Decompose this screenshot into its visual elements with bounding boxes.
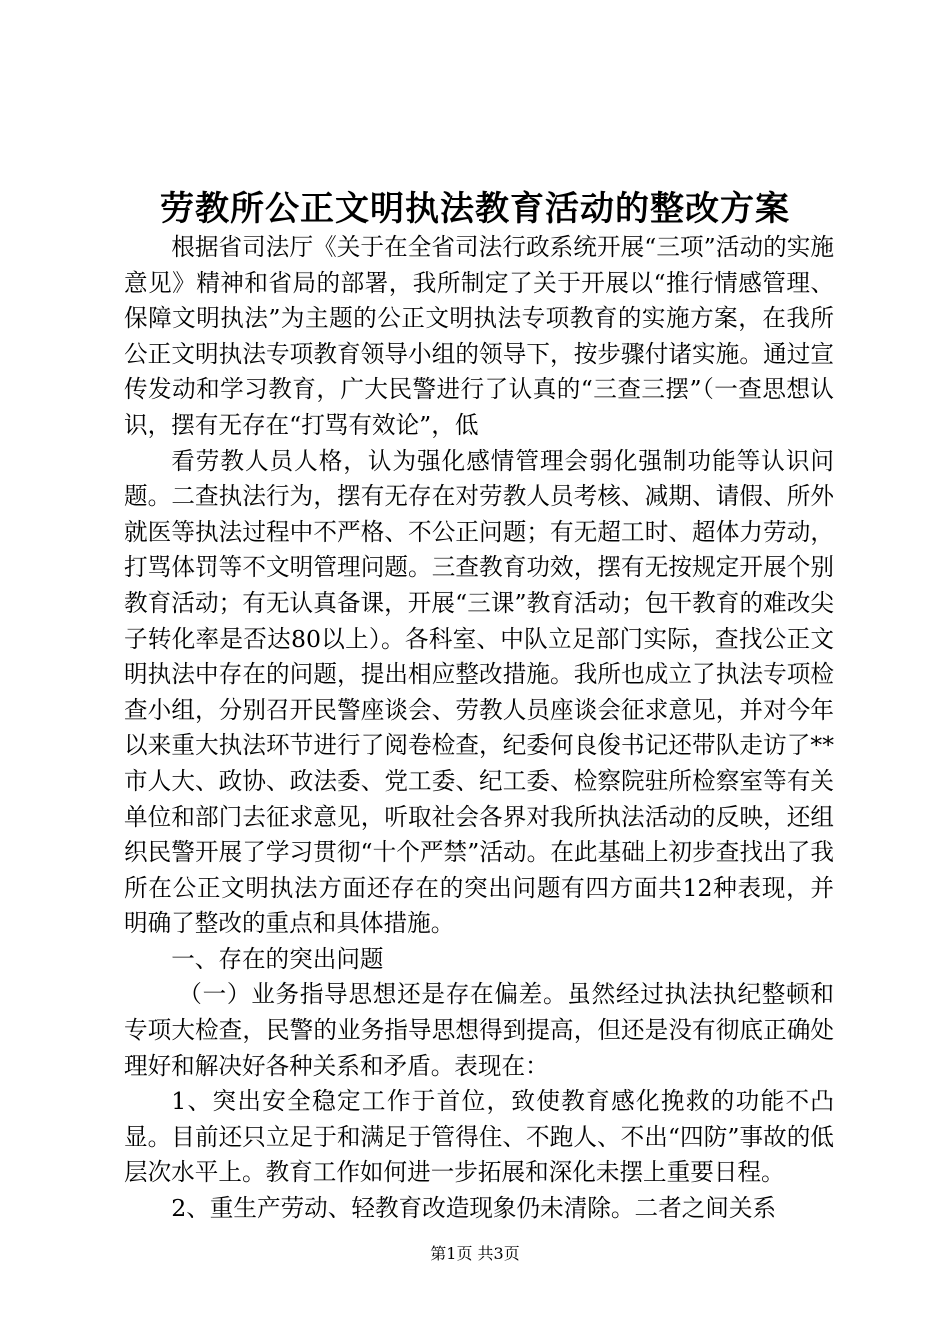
page-footer: 第1页 共3页	[430, 1244, 520, 1263]
paragraph-intro: 根据省司法厅《关于在全省司法行政系统开展“三项”活动的实施意见》精神和省局的部署，我所制定了关于开展以“推行情感管理、保障文明执法”为主题的公正文明执法专项教育的实施方案，在我所公正文明执法专项教育领导小组的领导下，按步骤付诸实施。通过宣传发动和学习教育，广大民警进行了认真的“三查三摆”（一查思想认识，摆有无存在“打骂有效论”，低	[124, 233, 834, 439]
paragraph-subsection-1: （一）业务指导思想还是存在偏差。虽然经过执法执纪整顿和专项大检查，民警的业务指导思想得到提高，但还是没有彻底正确处理好和解决好各种关系和矛盾。表现在：	[124, 980, 834, 1080]
paragraph-item-2: 2、重生产劳动、轻教育改造现象仍未清除。二者之间关系	[171, 1194, 777, 1223]
document-title: 劳教所公正文明执法教育活动的整改方案	[160, 189, 790, 229]
paragraph-item-1: 1、突出安全稳定工作于首位，致使教育感化挽救的功能不凸显。目前还只立足于和满足于管得住、不跑人、不出“四防”事故的低层次水平上。教育工作如何进一步拓展和深化未摆上重要日程。	[124, 1087, 834, 1187]
document-body	[124, 230, 834, 1227]
section-heading: 一、存在的突出问题	[171, 944, 384, 973]
paragraph-continuation: 看劳教人员人格，认为强化感情管理会弱化强制功能等认识问题。二查执法行为，摆有无存在对劳教人员考核、减期、请假、所外就医等执法过程中不严格、不公正问题；有无超工时、超体力劳动，打骂体罚等不文明管理问题。三查教育功效，摆有无按规定开展个别教育活动；有无认真备课，开展“三课”教育活动；包干教育的难改尖子转化率是否达80以上）。各科室、中队立足部门实际，查找公正文明执法中存在的问题，提出相应整改措施。我所也成立了执法专项检查小组，分别召开民警座谈会、劳教人员座谈会征求意见，并对今年以来重大执法环节进行了阅卷检查，纪委何良俊书记还带队走访了**市人大、政协、政法委、党工委、纪工委、检察院驻所检察室等有关单位和部门去征求意见，听取社会各界对我所执法活动的反映，还组织民警开展了学习贯彻“十个严禁”活动。在此基础上初步查找出了我所在公正文明执法方面还存在的突出问题有四方面共12种表现，并明确了整改的重点和具体措施。	[124, 446, 834, 938]
